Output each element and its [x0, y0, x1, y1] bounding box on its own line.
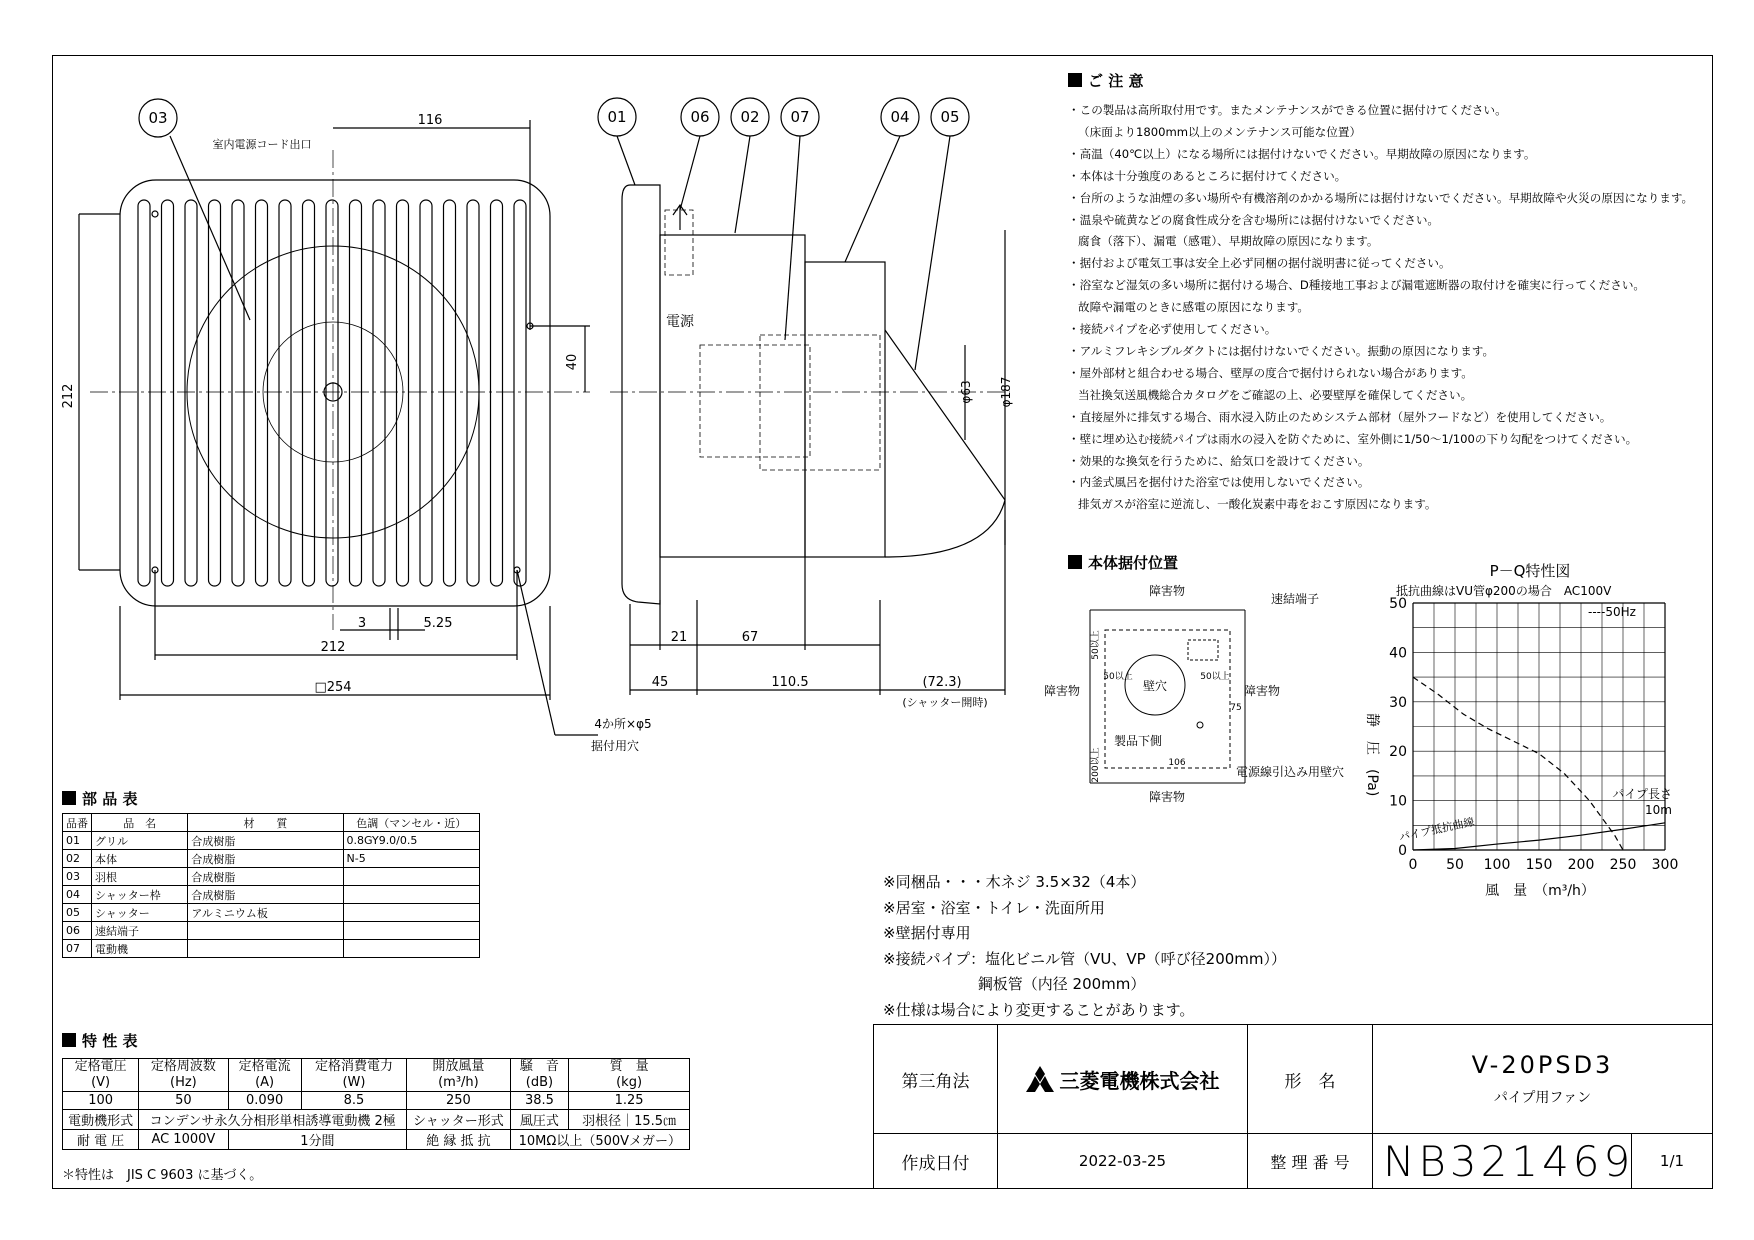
- parts-header-cell: 材 質: [188, 814, 343, 832]
- note-line: ・浴室など湿気の多い場所に据付ける場合、D種接地工事および漏電遮断器の取付けを確実に行ってください。: [1068, 278, 1646, 293]
- dim-50-c: 50以上: [1091, 630, 1101, 660]
- misc-line: ※接続パイプ：塩化ビニル管（VU、VP（呼び径200mm））: [883, 949, 1287, 968]
- note-line: ・壁に埋め込む接続パイプは雨水の浸入を防ぐために、室外側に1/50～1/100の下り勾配をつけてください。: [1068, 431, 1638, 446]
- install-diagram: [1040, 575, 1370, 805]
- parts-cell: グリル: [92, 832, 188, 850]
- table-row: [63, 832, 480, 850]
- misc-notes: [883, 870, 1286, 1023]
- note-line: 当社換気送風機総合カタログをご確認の上、必要壁厚を確保してください。: [1078, 387, 1473, 402]
- model-label: 形 名: [1247, 1024, 1373, 1134]
- spec-header-unit: (m³/h): [438, 1075, 479, 1090]
- obstacle-left: 障害物: [1043, 684, 1081, 698]
- spec-header-name: 開放風量: [432, 1059, 485, 1074]
- page-number: 1/1: [1631, 1133, 1713, 1189]
- dim-67: 67: [741, 630, 759, 645]
- spec-header-unit: (W): [342, 1075, 366, 1090]
- body-side: [660, 235, 805, 557]
- chart-legend: ----50Hz: [1588, 605, 1636, 619]
- pipe-curve-label: パイプ抵抗曲線: [1397, 815, 1476, 844]
- holes-label: 4か所×φ5: [594, 717, 652, 731]
- x-tick-label: 50: [1446, 857, 1464, 873]
- chart-title: P－Q特性図: [1489, 562, 1571, 580]
- product-name: パイプ用ファン: [1493, 1090, 1592, 1106]
- parts-cell: 合成樹脂: [188, 850, 343, 868]
- x-tick-label: 150: [1525, 857, 1553, 873]
- callout-04: 04: [890, 108, 910, 126]
- power-label: 電源: [666, 314, 694, 330]
- insulation-value: 10MΩ以上（500Vメガー）: [510, 1130, 689, 1150]
- grille-side: [622, 185, 660, 604]
- mitsubishi-logo-icon: [1026, 1066, 1054, 1092]
- note-line: ・接続パイプを必ず使用してください。: [1068, 322, 1277, 337]
- spec-header-unit: (Hz): [170, 1075, 197, 1090]
- misc-line: ※居室・浴室・トイレ・洗面所用: [883, 898, 1105, 917]
- spec-value-cell: 0.090: [228, 1092, 301, 1110]
- dim-45: 45: [651, 675, 669, 690]
- misc-line: 鋼板管（内径 200mm）: [883, 975, 1146, 993]
- shutter-value: 風圧式: [510, 1110, 569, 1130]
- parts-cell: 合成樹脂: [188, 886, 343, 904]
- parts-header-cell: 品 名: [92, 814, 188, 832]
- dim-40: 40: [565, 353, 580, 371]
- y-tick-label: 30: [1389, 694, 1407, 711]
- callout-06: 06: [690, 108, 710, 126]
- spec-header-name: 定格周波数: [150, 1059, 216, 1074]
- note-line: ・この製品は高所取付用です。またメンテナンスができる位置に据付けてください。: [1068, 103, 1507, 117]
- table-row: [63, 886, 480, 904]
- parts-cell: シャッター: [92, 904, 188, 922]
- note-line: ・据付および電気工事は安全上必ず同梱の据付説明書に従ってください。: [1068, 256, 1451, 271]
- table-row: [63, 940, 480, 958]
- parts-cell: 合成樹脂: [188, 868, 343, 886]
- parts-cell: 01: [63, 832, 92, 850]
- withstand-value: AC 1000V: [139, 1130, 228, 1150]
- title-block: [873, 1024, 1713, 1189]
- spec-header-cell: [63, 1059, 139, 1092]
- parts-cell: 本体: [92, 850, 188, 868]
- y-tick-label: 50: [1389, 596, 1407, 612]
- misc-line: ※同梱品・・・木ネジ 3.5×32（4本）: [883, 873, 1146, 891]
- terminal-label: 速結端子: [1270, 592, 1320, 606]
- note-line: ・効果的な換気を行うために、給気口を設けてください。: [1068, 453, 1370, 468]
- spec-header-cell: [407, 1059, 510, 1092]
- wall-hole-label: 壁穴: [1142, 679, 1168, 693]
- date-value: 2022-03-25: [997, 1133, 1248, 1189]
- x-tick-label: 100: [1483, 857, 1511, 873]
- phi-63: φ63: [959, 380, 973, 404]
- note-line: 腐食（落下）、漏電（感電）、早期故障の原因になります。: [1078, 234, 1379, 249]
- callout-03: 03: [148, 109, 168, 127]
- pq-chart: [1330, 558, 1710, 918]
- parts-header-cell: 色調（マンセル・近）: [343, 814, 480, 832]
- spec-value-cell: 100: [63, 1092, 139, 1110]
- dim-50-a: 50以上: [1103, 672, 1133, 682]
- callout-07: 07: [790, 108, 810, 126]
- date-label: 作成日付: [873, 1133, 998, 1189]
- dim-254: □254: [314, 680, 352, 695]
- insulation-label: 絶 縁 抵 抗: [407, 1130, 510, 1150]
- parts-cell: 07: [63, 940, 92, 958]
- projection: 第三角法: [873, 1024, 998, 1134]
- spec-value-cell: 1.25: [569, 1092, 690, 1110]
- parts-cell: 03: [63, 868, 92, 886]
- model-number: V-20PSD3: [1471, 1051, 1614, 1079]
- spec-header-unit: (A): [255, 1075, 275, 1090]
- cord-outlet-label: 室内電源コード出口: [212, 138, 312, 151]
- shutter-label: シャッター形式: [407, 1110, 510, 1130]
- vane-label: 羽根径: [582, 1114, 622, 1129]
- company-logo: 三菱電機株式会社: [997, 1024, 1248, 1134]
- dim-212-v: 212: [61, 383, 76, 409]
- dim-110-5: 110.5: [771, 675, 809, 690]
- dim-50-b: 50以上: [1200, 672, 1230, 682]
- callout-01: 01: [607, 108, 627, 126]
- obstacle-right: 障害物: [1243, 684, 1281, 698]
- dim-212-h: 212: [320, 640, 346, 655]
- note-line: ・温泉や硫黄などの腐食性成分を含む場所には据付けないでください。: [1068, 212, 1440, 227]
- parts-title: 部 品 表: [62, 788, 137, 809]
- x-tick-label: 300: [1651, 857, 1679, 873]
- spec-header-unit: (kg): [616, 1075, 643, 1090]
- spec-header-cell: [569, 1059, 690, 1092]
- notes-list: [1068, 100, 1694, 516]
- parts-cell: [343, 940, 480, 958]
- callout-02: 02: [740, 108, 760, 126]
- x-tick-label: 200: [1567, 857, 1595, 873]
- number-label: 整 理 番 号: [1247, 1133, 1373, 1189]
- spec-header-cell: [301, 1059, 406, 1092]
- parts-cell: [343, 922, 480, 940]
- note-line: ・屋外部材と組合わせる場合、壁厚の度合で据付けられない場合があります。: [1068, 365, 1473, 380]
- y-tick-label: 20: [1389, 744, 1407, 761]
- misc-line: ※仕様は場合により変更することがあります。: [883, 1000, 1195, 1019]
- parts-cell: 0.8GY9.0/0.5: [343, 832, 480, 850]
- callout-05: 05: [940, 108, 960, 126]
- spec-value-cell: 250: [407, 1092, 510, 1110]
- parts-cell: 電動機: [92, 940, 188, 958]
- install-title: 本体据付位置: [1068, 552, 1178, 573]
- cord-hole-label: 電源線引込み用壁穴: [1235, 765, 1345, 779]
- product-bottom-label: 製品下側: [1113, 734, 1163, 748]
- parts-cell: [188, 940, 343, 958]
- parts-cell: アルミニウム板: [188, 904, 343, 922]
- spec-header-name: 定格電圧: [74, 1059, 127, 1074]
- dim-75: 75: [1230, 703, 1242, 713]
- parts-cell: 05: [63, 904, 92, 922]
- table-row: [63, 904, 480, 922]
- note-line: （床面より1800mm以上のメンテナンス可能な位置）: [1078, 124, 1362, 139]
- table-row: [63, 868, 480, 886]
- phi-187: φ187: [999, 376, 1013, 408]
- y-tick-label: 40: [1389, 645, 1407, 662]
- spec-header-unit: (dB): [525, 1075, 554, 1090]
- parts-cell: 合成樹脂: [188, 832, 343, 850]
- y-tick-label: 10: [1389, 793, 1407, 810]
- dim-116: 116: [417, 113, 443, 128]
- parts-cell: 羽根: [92, 868, 188, 886]
- parts-header-cell: 品番: [63, 814, 92, 832]
- chart-note: 抵抗曲線はVU管φ200の場合 AC100V: [1396, 584, 1612, 598]
- parts-cell: 06: [63, 922, 92, 940]
- drawing-number: NB321469: [1372, 1133, 1632, 1189]
- x-tick-label: 0: [1408, 857, 1418, 873]
- shutter-open-label: (シャッター開時): [902, 696, 988, 709]
- parts-header-row: [63, 814, 480, 832]
- note-line: 故障や漏電のときに感電の原因になります。: [1078, 300, 1309, 315]
- parts-cell: 02: [63, 850, 92, 868]
- spec-header-name: 定格消費電力: [314, 1059, 393, 1074]
- model-cell: [1372, 1024, 1713, 1134]
- note-line: ・本体は十分強度のあるところに据付けてください。: [1068, 168, 1347, 183]
- parts-cell: [188, 922, 343, 940]
- parts-table: [62, 813, 480, 958]
- obstacle-bottom: 障害物: [1148, 790, 1186, 804]
- x-tick-label: 250: [1609, 857, 1637, 873]
- dim-200: 200以上: [1091, 747, 1101, 783]
- chart-ylabel: 静 圧 (Pa): [1364, 713, 1380, 797]
- dim-3: 3: [357, 616, 367, 631]
- spec-header-cell: [228, 1059, 301, 1092]
- parts-cell: 速結端子: [92, 922, 188, 940]
- note-line: 排気ガスが浴室に逆流し、一酸化炭素中毒をおこす原因になります。: [1078, 497, 1437, 512]
- misc-line: ※壁据付専用: [883, 924, 971, 942]
- spec-header-unit: (V): [91, 1075, 111, 1090]
- table-row: [63, 850, 480, 868]
- spec-header-name: 騒 音: [519, 1059, 559, 1074]
- obstacle-top: 障害物: [1148, 584, 1186, 598]
- shutter-frame-side: [805, 262, 885, 557]
- pipe-length-value: 10m: [1645, 803, 1672, 817]
- spec-header-cell: [139, 1059, 228, 1092]
- chart-xlabel: 風 量 （m³/h）: [1485, 883, 1595, 899]
- dim-106: 106: [1168, 758, 1186, 768]
- dim-5-25: 5.25: [423, 616, 453, 631]
- parts-cell: N-5: [343, 850, 480, 868]
- y-tick-label: 0: [1398, 843, 1407, 859]
- holes-label-2: 据付用穴: [590, 739, 640, 753]
- withstand-time: 1分間: [228, 1130, 407, 1150]
- parts-cell: [343, 904, 480, 922]
- pipe-length-label: パイプ長さ: [1612, 787, 1672, 801]
- dim-72-3: (72.3): [922, 675, 962, 690]
- spec-value-cell: 50: [139, 1092, 228, 1110]
- note-line: ・台所のような油煙の多い場所や有機溶剤のかかる場所には据付けないでください。早期故障や火災の原因になります。: [1068, 190, 1694, 205]
- motor-value: コンデンサ永久分相形単相誘導電動機 2極: [139, 1110, 407, 1130]
- note-line: ・アルミフレキシブルダクトには据付けないでください。振動の原因になります。: [1068, 343, 1495, 358]
- spec-value-cell: 8.5: [301, 1092, 406, 1110]
- parts-cell: 04: [63, 886, 92, 904]
- spec-value-cell: 38.5: [510, 1092, 569, 1110]
- note-line: ・内釜式風呂を据付けた浴室では使用しないでください。: [1068, 475, 1370, 490]
- shutter-side: [885, 330, 1005, 557]
- dim-21: 21: [670, 630, 688, 645]
- spec-header-cell: [510, 1059, 569, 1092]
- notes-title: ご 注 意: [1068, 70, 1143, 91]
- parts-cell: シャッター枠: [92, 886, 188, 904]
- table-row: [63, 922, 480, 940]
- parts-cell: [343, 868, 480, 886]
- specs-footnote: ＊特性は JIS C 9603 に基づく。: [62, 1168, 263, 1183]
- spec-header-name: 質 量: [609, 1059, 649, 1074]
- parts-cell: [343, 886, 480, 904]
- vane-value: 15.5㎝: [634, 1114, 677, 1129]
- withstand-label: 耐 電 圧: [63, 1130, 139, 1150]
- motor-label: 電動機形式: [63, 1110, 139, 1130]
- note-line: ・直接屋外に排気する場合、雨水浸入防止のためシステム部材（屋外フードなど）を使用してください。: [1068, 409, 1612, 424]
- spec-header-name: 定格電流: [238, 1059, 291, 1074]
- note-line: ・高温（40℃以上）になる場所には据付けないでください。早期故障の原因になります。: [1068, 146, 1536, 161]
- specs-title: 特 性 表: [62, 1030, 137, 1051]
- grille-louvers: [138, 200, 526, 586]
- specs-table: 定格電圧 (V) 定格周波数 (Hz) 定格電流 (A) 定格消費電力 (W) 開放風量 (m³/h) 騒 音 (dB) 質 量 (kg) 100 50 0.090 8.5 250 38.5 1.25 電動機形式 コンデンサ永久分相形単相誘導電動機 2極 シャッター形式 風圧式 羽根径｜15.5㎝ 耐 電 圧 AC 1000V 1分間 絶 縁 抵 抗 10MΩ以上（500Vメガー）: [62, 1058, 690, 1150]
